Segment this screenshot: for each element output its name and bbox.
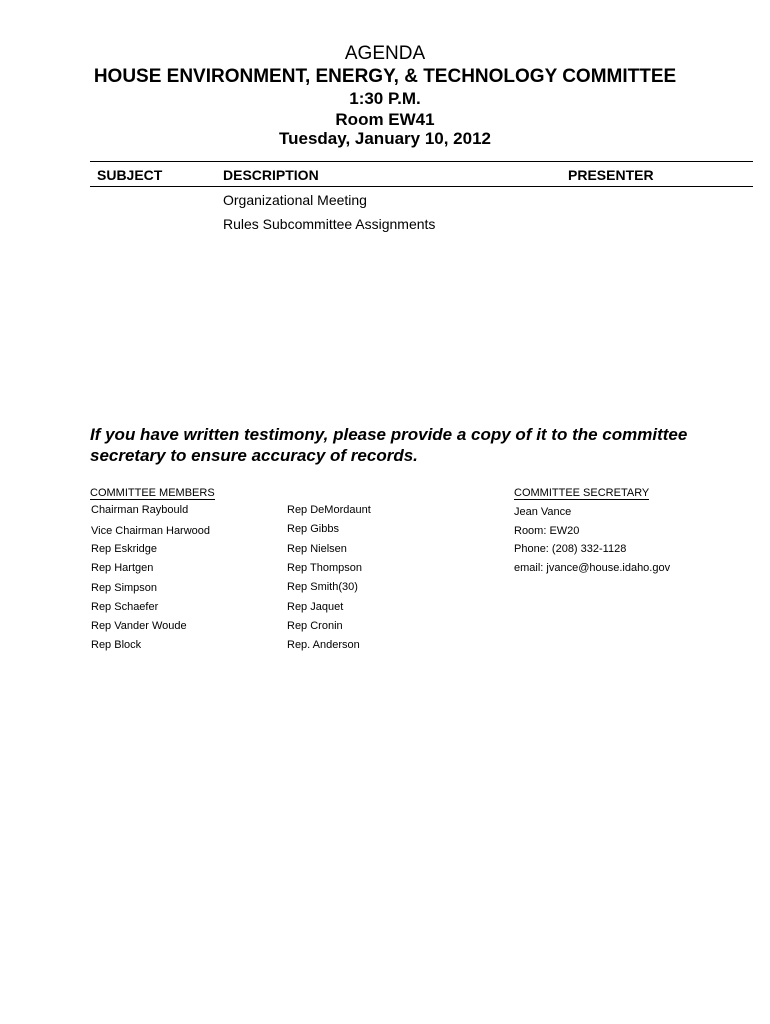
committee-title: HOUSE ENVIRONMENT, ENERGY, & TECHNOLOGY COMMITTEE (93, 66, 677, 87)
agenda-item: Organizational Meeting (223, 192, 367, 208)
member-name: Rep Thompson (287, 562, 363, 574)
agenda-label: AGENDA (344, 43, 426, 64)
member-name: Rep Nielsen (287, 543, 347, 555)
notice-line: secretary to ensure accuracy of records. (90, 446, 418, 465)
meeting-date: Tuesday, January 10, 2012 (279, 129, 491, 148)
member-name: Rep Eskridge (91, 543, 158, 555)
secretary-email: email: jvance@house.idaho.gov (514, 562, 671, 574)
table-top-rule (90, 161, 753, 162)
secretary-phone: Phone: (208) 332-1128 (514, 543, 627, 555)
member-name: Vice Chairman Harwood (91, 525, 211, 537)
secretary-heading: COMMITTEE SECRETARY (514, 487, 650, 499)
member-name: Rep Jaquet (287, 601, 344, 613)
column-description: DESCRIPTION (223, 167, 319, 183)
secretary-name: Jean Vance (514, 506, 572, 518)
member-name: Rep Simpson (91, 582, 158, 594)
member-name: Rep Schaefer (91, 601, 159, 613)
agenda-item: Rules Subcommittee Assignments (223, 216, 436, 232)
notice-line: If you have written testimony, please provide a copy of it to the committee (90, 425, 688, 444)
member-name: Rep Hartgen (91, 562, 154, 574)
member-name: Chairman Raybould (91, 504, 189, 516)
member-name: Rep Cronin (287, 620, 343, 632)
column-subject: SUBJECT (97, 167, 163, 183)
meeting-time: 1:30 P.M. (349, 89, 421, 108)
testimony-notice (90, 424, 760, 466)
member-name: Rep DeMordaunt (287, 504, 371, 516)
member-name: Rep. Anderson (287, 639, 360, 651)
secretary-room: Room: EW20 (514, 525, 580, 537)
members-heading: COMMITTEE MEMBERS (90, 487, 215, 499)
member-name: Rep Block (91, 639, 142, 651)
column-presenter: PRESENTER (568, 167, 654, 183)
member-name: Rep Vander Woude (91, 620, 187, 632)
member-name: Rep Smith(30) (287, 581, 358, 593)
member-name: Rep Gibbs (287, 523, 339, 535)
table-header-rule (90, 186, 753, 187)
meeting-room: Room EW41 (335, 110, 435, 129)
